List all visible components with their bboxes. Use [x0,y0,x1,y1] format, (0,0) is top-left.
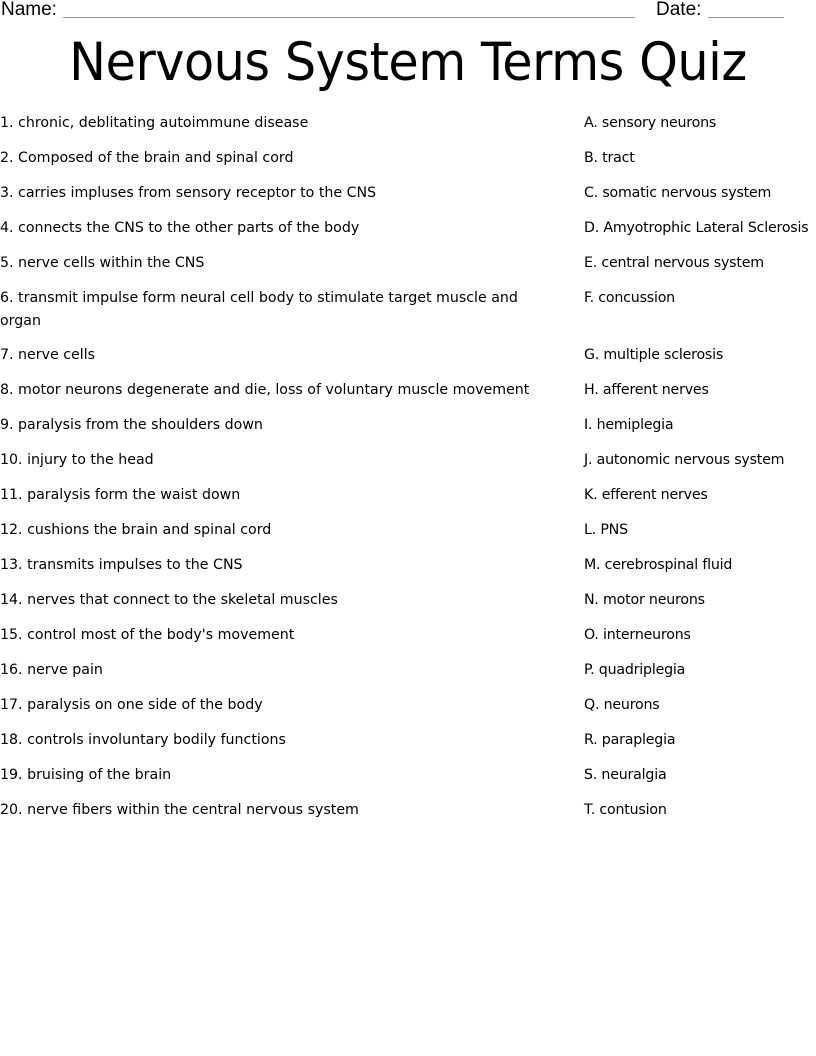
name-label: Name: [1,0,57,20]
answer-item: S. neuralgia [584,767,667,783]
answer-item: K. efferent nerves [584,487,708,503]
questions-list [0,112,560,834]
question-item: 16. nerve pain [0,662,103,678]
answer-item: R. paraplegia [584,732,676,748]
answer-item: A. sensory neurons [584,115,717,131]
question-item: 14. nerves that connect to the skeletal muscles [0,592,338,608]
answer-item: F. concussion [584,290,675,306]
question-item: 4. connects the CNS to the other parts of the body [0,220,360,236]
question-item: 9. paralysis from the shoulders down [0,417,263,433]
answer-item: J. autonomic nervous system [584,452,785,468]
answer-item: T. contusion [584,802,667,818]
question-item: 8. motor neurons degenerate and die, loss of voluntary muscle movement [0,382,530,398]
answer-item: Q. neurons [584,697,660,713]
answer-item: E. central nervous system [584,255,764,271]
answer-item: L. PNS [584,522,628,538]
question-item: 10. injury to the head [0,452,154,468]
question-item: 2. Composed of the brain and spinal cord [0,150,294,166]
question-item: 5. nerve cells within the CNS [0,255,205,271]
question-item: 13. transmits impulses to the CNS [0,557,243,573]
answer-item: N. motor neurons [584,592,705,608]
answer-item: O. interneurons [584,627,691,643]
page-title: Nervous System Terms Quiz [69,32,747,93]
question-item: 12. cushions the brain and spinal cord [0,522,272,538]
answer-item: G. multiple sclerosis [584,347,724,363]
answer-item: C. somatic nervous system [584,185,772,201]
answer-item: P. quadriplegia [584,662,686,678]
answer-item: B. tract [584,150,635,166]
question-item: 17. paralysis on one side of the body [0,697,263,713]
date-field[interactable] [708,17,784,18]
question-item: 20. nerve fibers within the central nervous system [0,802,359,818]
answers-list [584,112,816,834]
name-field[interactable] [63,17,635,18]
question-item: 19. bruising of the brain [0,767,172,783]
answer-item: I. hemiplegia [584,417,674,433]
question-item: 3. carries impluses from sensory receptor to the CNS [0,185,377,201]
question-item: 1. chronic, deblitating autoimmune disease [0,115,309,131]
question-item: 15. control most of the body's movement [0,627,295,643]
date-label: Date: [656,0,702,20]
question-item: 6. transmit impulse form neural cell body to stimulate target muscle and organ [0,290,518,329]
question-item: 11. paralysis form the waist down [0,487,241,503]
answer-item: D. Amyotrophic Lateral Sclerosis [584,220,809,236]
question-item: 7. nerve cells [0,347,96,363]
answer-item: M. cerebrospinal fluid [584,557,733,573]
answer-item: H. afferent nerves [584,382,709,398]
question-item: 18. controls involuntary bodily functions [0,732,286,748]
header [0,0,816,24]
